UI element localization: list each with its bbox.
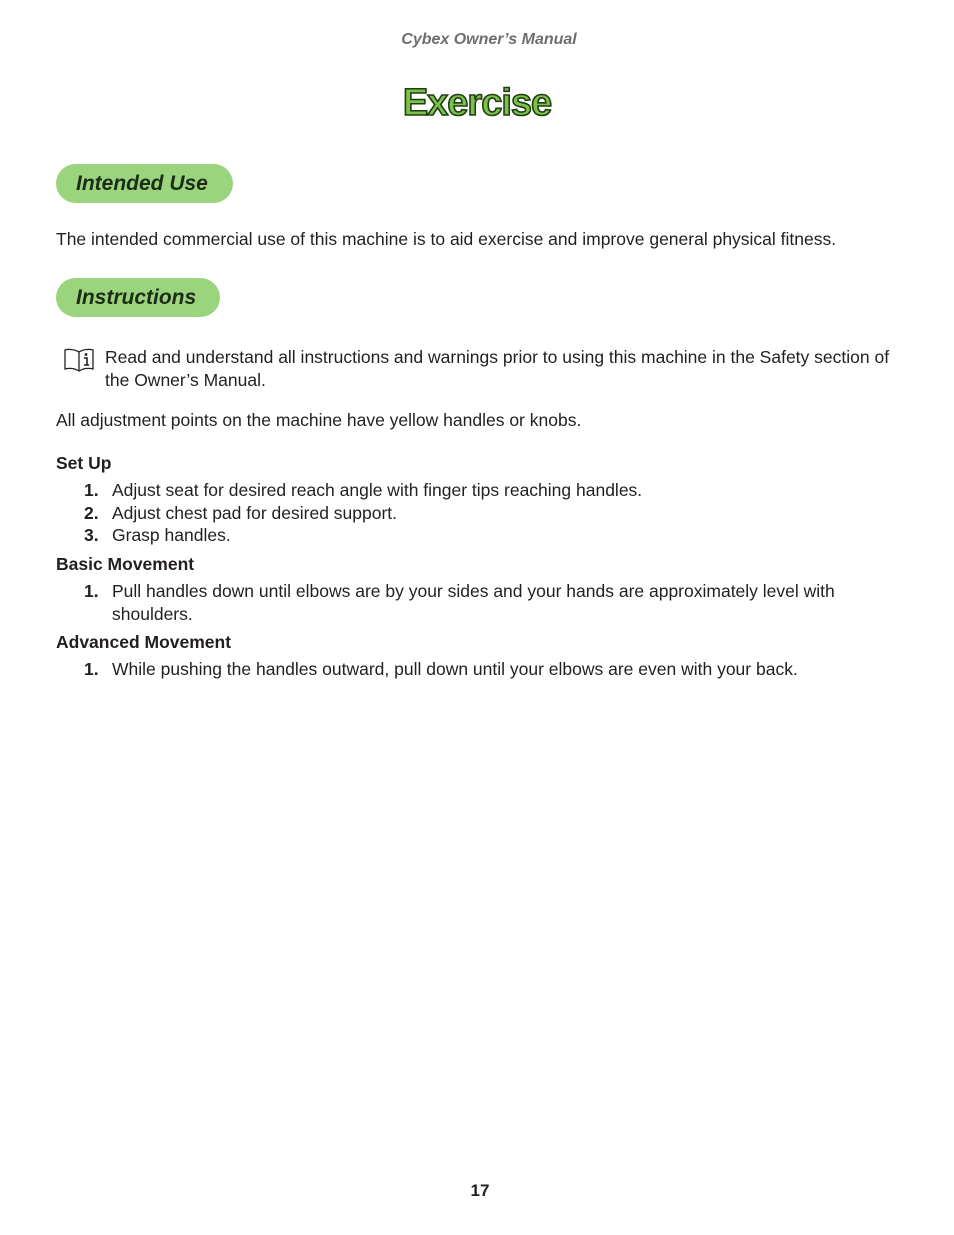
page-title: Exercise bbox=[402, 82, 552, 124]
step-number: 1. bbox=[84, 480, 99, 500]
step-text: While pushing the handles outward, pull down until your elbows are even with your back. bbox=[112, 659, 798, 679]
list-item bbox=[84, 580, 904, 625]
step-text: Adjust seat for desired reach angle with finger tips reaching handles. bbox=[112, 480, 643, 500]
basic-movement-steps bbox=[84, 580, 904, 625]
list-item bbox=[84, 479, 904, 502]
setup-heading: Set Up bbox=[56, 453, 112, 473]
running-header: Cybex Owner’s Manual bbox=[401, 31, 577, 48]
step-text: Adjust chest pad for desired support. bbox=[112, 502, 398, 523]
step-text: Pull handles down until elbows are by your sides and your hands are approximately level with shoulders. bbox=[112, 581, 835, 624]
step-number: 3. bbox=[84, 525, 99, 545]
step-number: 2. bbox=[84, 502, 99, 523]
adjustment-points-text: All adjustment points on the machine have yellow handles or knobs. bbox=[56, 410, 582, 430]
step-text: Grasp handles. bbox=[112, 525, 231, 545]
advanced-movement-heading: Advanced Movement bbox=[56, 632, 232, 652]
step-number: 1. bbox=[84, 581, 99, 601]
list-item bbox=[84, 524, 904, 547]
instructions-heading: Instructions bbox=[56, 278, 220, 317]
page-number: 17 bbox=[470, 1181, 490, 1200]
intended-use-heading: Intended Use bbox=[56, 164, 233, 203]
manual-note bbox=[62, 346, 902, 391]
basic-movement-heading: Basic Movement bbox=[56, 554, 195, 574]
setup-steps bbox=[84, 479, 904, 547]
intended-use-text: The intended commercial use of this machine is to aid exercise and improve general physical fitness. bbox=[56, 229, 837, 249]
manual-info-icon bbox=[62, 347, 98, 373]
advanced-movement-steps bbox=[84, 658, 904, 681]
list-item bbox=[84, 658, 904, 681]
step-number: 1. bbox=[84, 659, 99, 679]
list-item bbox=[84, 502, 904, 525]
manual-note-text: Read and understand all instructions and warnings prior to using this machine in the Safety section of the Owner’s Manual. bbox=[105, 347, 890, 390]
